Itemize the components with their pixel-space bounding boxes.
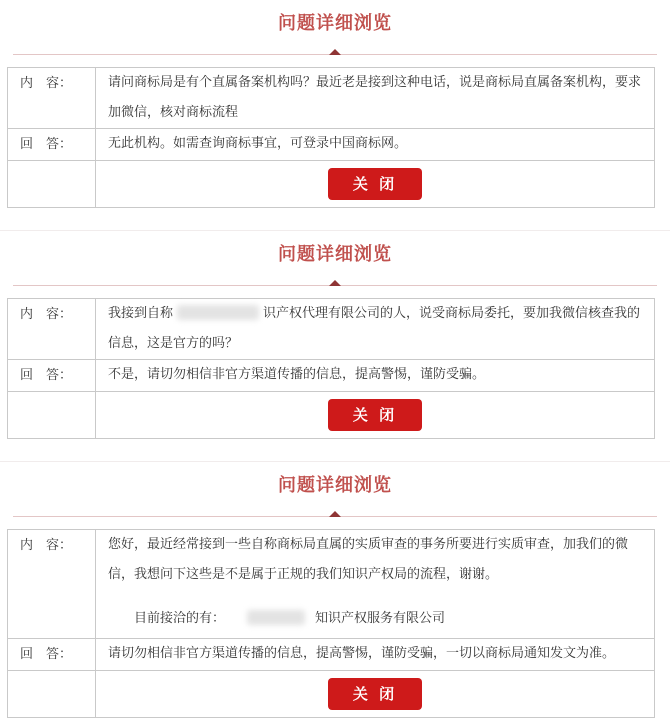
content-text: [96, 299, 655, 360]
title-divider: [13, 278, 657, 286]
answer-label: 回 答：: [8, 129, 96, 161]
answer-text: 不是，请切勿相信非官方渠道传播的信息，提高警惕，谨防受骗。: [96, 360, 655, 392]
empty-cell: [8, 392, 96, 439]
arrow-up-icon: [329, 49, 341, 55]
question-detail-table: [7, 298, 655, 439]
table-row-answer: [8, 129, 655, 161]
arrow-up-icon: [329, 511, 341, 517]
answer-label: 回 答：: [8, 639, 96, 671]
page-title: 问题详细浏览: [278, 13, 392, 34]
content-label: 内 容：: [8, 299, 96, 360]
answer-text: 请切勿相信非官方渠道传播的信息，提高警惕，谨防受骗，一切以商标局通知发文为准。: [96, 639, 655, 671]
content-text-after: 识产权代理有限公司的人，说受商标局委托，要加我微信核查我的信息，这是官方的吗？: [108, 306, 641, 351]
table-row-actions: [8, 392, 655, 439]
redaction-box: [247, 610, 305, 625]
table-row-content: [8, 299, 655, 360]
question-detail-table: [7, 529, 655, 718]
page-title: 问题详细浏览: [278, 475, 392, 496]
table-row-content: [8, 68, 655, 129]
button-cell: [96, 392, 655, 439]
table-row-content: [8, 530, 655, 639]
button-cell: [96, 161, 655, 208]
table-row-actions: [8, 671, 655, 718]
close-button[interactable]: 关 闭: [328, 168, 422, 200]
table-row-answer: [8, 360, 655, 392]
extra-line-prefix: 目前接洽的有：: [134, 611, 226, 626]
content-text-main: 您好，最近经常接到一些自称商标局直属的实质审查的事务所要进行实质审查，加我们的微信，我想问下这些是不是属于正规的我们知识产权局的流程，谢谢。: [108, 537, 629, 582]
empty-cell: [8, 671, 96, 718]
question-detail-panel-1: [0, 0, 670, 208]
question-detail-panel-2: [0, 230, 670, 439]
close-button[interactable]: 关 闭: [328, 399, 422, 431]
content-text: 请问商标局是有个直属备案机构吗？最近老是接到这种电话，说是商标局直属备案机构，要求加微信，核对商标流程: [96, 68, 655, 129]
content-text-before: 我接到自称: [108, 306, 174, 321]
question-detail-panel-3: [0, 461, 670, 718]
table-row-actions: [8, 161, 655, 208]
answer-text: 无此机构。如需查询商标事宜，可登录中国商标网。: [96, 129, 655, 161]
table-row-answer: [8, 639, 655, 671]
answer-label: 回 答：: [8, 360, 96, 392]
close-button[interactable]: 关 闭: [328, 678, 422, 710]
arrow-up-icon: [329, 280, 341, 286]
title-divider: [13, 47, 657, 55]
content-label: 内 容：: [8, 530, 96, 639]
content-label: 内 容：: [8, 68, 96, 129]
question-detail-table: [7, 67, 655, 208]
button-cell: [96, 671, 655, 718]
content-extra-line: [108, 604, 648, 638]
empty-cell: [8, 161, 96, 208]
content-text: [96, 530, 655, 639]
redaction-box: [177, 305, 259, 320]
page-title: 问题详细浏览: [278, 244, 392, 265]
extra-line-company: 知识产权服务有限公司: [315, 611, 446, 626]
title-divider: [13, 509, 657, 517]
